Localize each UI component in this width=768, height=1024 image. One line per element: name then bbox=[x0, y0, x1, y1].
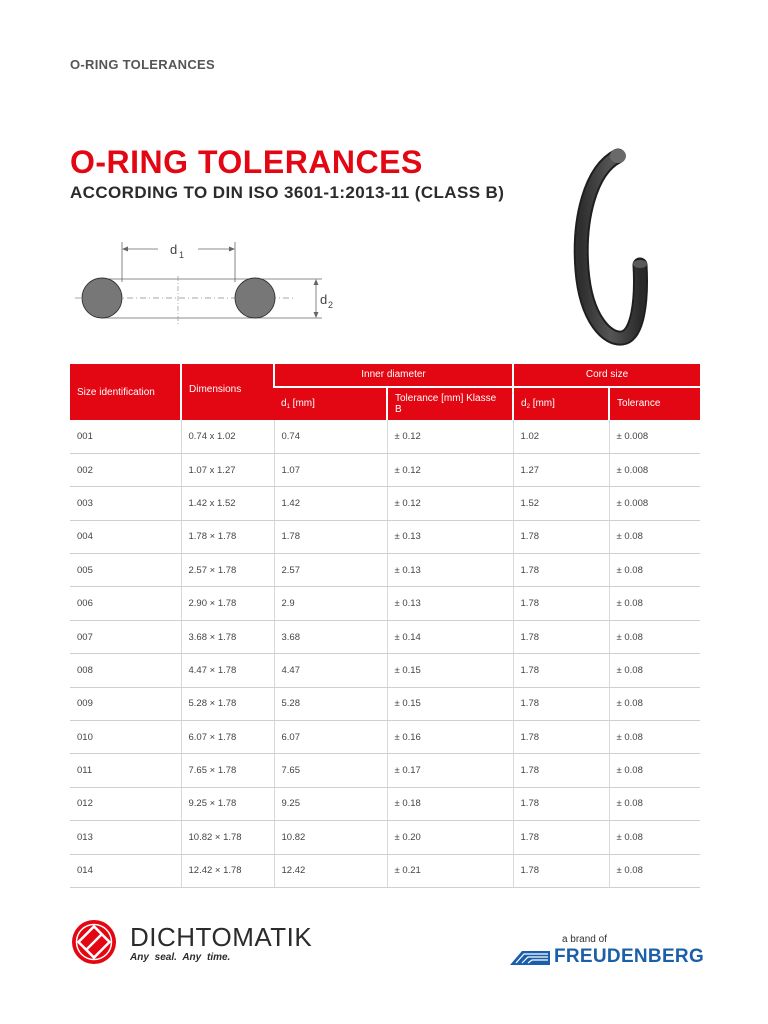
tolerance-table bbox=[70, 364, 700, 888]
table-cell: 002 bbox=[70, 453, 181, 486]
table-cell: 3.68 bbox=[274, 620, 387, 653]
table-cell: ± 0.13 bbox=[387, 554, 513, 587]
table-cell: 7.65 bbox=[274, 754, 387, 787]
table-cell: ± 0.08 bbox=[609, 787, 700, 820]
header-dimensions: Dimensions bbox=[181, 364, 274, 420]
table-row bbox=[70, 787, 700, 820]
d1-label: d bbox=[170, 242, 178, 257]
table-row bbox=[70, 587, 700, 620]
table-row bbox=[70, 620, 700, 653]
brand-tagline: Any seal. Any time. bbox=[130, 952, 231, 963]
table-cell: 2.57 × 1.78 bbox=[181, 554, 274, 587]
table-cell: ± 0.08 bbox=[609, 587, 700, 620]
header-group-inner-diameter: Inner diameter bbox=[274, 364, 513, 387]
table-cell: 1.78 bbox=[513, 620, 609, 653]
table-cell: 1.78 bbox=[513, 787, 609, 820]
table-cell: 0.74 bbox=[274, 420, 387, 453]
table-cell: 004 bbox=[70, 520, 181, 553]
table-cell: 011 bbox=[70, 754, 181, 787]
table-row bbox=[70, 520, 700, 553]
table-cell: 5.28 × 1.78 bbox=[181, 687, 274, 720]
table-cell: ± 0.16 bbox=[387, 721, 513, 754]
table-cell: 1.78 × 1.78 bbox=[181, 520, 274, 553]
table-row bbox=[70, 721, 700, 754]
tolerance-table-wrapper bbox=[70, 364, 700, 888]
table-cell: 1.07 x 1.27 bbox=[181, 453, 274, 486]
table-cell: ± 0.008 bbox=[609, 453, 700, 486]
table-row bbox=[70, 821, 700, 854]
table-cell: ± 0.14 bbox=[387, 620, 513, 653]
table-cell: ± 0.12 bbox=[387, 420, 513, 453]
header-tolerance-cord: Tolerance bbox=[609, 387, 700, 420]
d1-subscript: 1 bbox=[179, 250, 185, 260]
table-cell: 10.82 bbox=[274, 821, 387, 854]
table-cell: 008 bbox=[70, 654, 181, 687]
table-cell: ± 0.08 bbox=[609, 620, 700, 653]
table-row bbox=[70, 453, 700, 486]
table-cell: 014 bbox=[70, 854, 181, 887]
header-tolerance-inner: Tolerance [mm] Klasse B bbox=[387, 387, 513, 420]
table-row bbox=[70, 487, 700, 520]
table-cell: 4.47 bbox=[274, 654, 387, 687]
d2-label: d bbox=[320, 292, 328, 307]
table-cell: ± 0.20 bbox=[387, 821, 513, 854]
table-body bbox=[70, 420, 700, 887]
cross-section-left bbox=[82, 278, 122, 318]
table-cell: 1.27 bbox=[513, 453, 609, 486]
table-cell: 1.78 bbox=[513, 554, 609, 587]
table-cell: 12.42 bbox=[274, 854, 387, 887]
table-cell: 001 bbox=[70, 420, 181, 453]
table-cell: 1.52 bbox=[513, 487, 609, 520]
table-cell: 2.90 × 1.78 bbox=[181, 587, 274, 620]
freudenberg-mark-icon bbox=[508, 948, 552, 966]
parent-brand-name: FREUDENBERG bbox=[554, 946, 705, 967]
table-cell: 1.78 bbox=[513, 854, 609, 887]
oring-cross-section-diagram bbox=[70, 232, 350, 332]
cross-section-right bbox=[235, 278, 275, 318]
oring-illustration bbox=[560, 140, 670, 370]
table-cell: 1.78 bbox=[274, 520, 387, 553]
table-row bbox=[70, 554, 700, 587]
running-title: O-RING TOLERANCES bbox=[70, 57, 215, 72]
freudenberg-logo bbox=[508, 930, 703, 970]
table-cell: 1.42 x 1.52 bbox=[181, 487, 274, 520]
dichtomatik-logo bbox=[70, 918, 330, 968]
table-cell: 003 bbox=[70, 487, 181, 520]
table-cell: ± 0.08 bbox=[609, 754, 700, 787]
table-cell: ± 0.18 bbox=[387, 787, 513, 820]
table-cell: ± 0.08 bbox=[609, 520, 700, 553]
header-size-identification: Size identification bbox=[70, 364, 181, 420]
table-cell: ± 0.08 bbox=[609, 687, 700, 720]
header-group-cord-size: Cord size bbox=[513, 364, 700, 387]
page-title: O-RING TOLERANCES bbox=[70, 144, 423, 180]
table-cell: ± 0.008 bbox=[609, 420, 700, 453]
table-cell: ± 0.13 bbox=[387, 520, 513, 553]
table-cell: 1.42 bbox=[274, 487, 387, 520]
table-cell: 1.78 bbox=[513, 520, 609, 553]
table-row bbox=[70, 654, 700, 687]
table-cell: ± 0.008 bbox=[609, 487, 700, 520]
brand-name: DICHTOMATIK bbox=[130, 922, 313, 952]
table-cell: 010 bbox=[70, 721, 181, 754]
table-cell: 1.78 bbox=[513, 721, 609, 754]
table-cell: 12.42 × 1.78 bbox=[181, 854, 274, 887]
table-cell: ± 0.08 bbox=[609, 721, 700, 754]
dichtomatik-logo-icon bbox=[70, 918, 118, 966]
table-cell: 1.02 bbox=[513, 420, 609, 453]
table-cell: ± 0.15 bbox=[387, 654, 513, 687]
table-cell: ± 0.17 bbox=[387, 754, 513, 787]
table-cell: 1.07 bbox=[274, 453, 387, 486]
table-row bbox=[70, 687, 700, 720]
table-cell: 0.74 x 1.02 bbox=[181, 420, 274, 453]
table-cell: 1.78 bbox=[513, 821, 609, 854]
d2-subscript: 2 bbox=[328, 300, 334, 310]
table-cell: 7.65 × 1.78 bbox=[181, 754, 274, 787]
brand-of-label: a brand of bbox=[561, 934, 607, 945]
table-cell: 012 bbox=[70, 787, 181, 820]
table-cell: ± 0.12 bbox=[387, 487, 513, 520]
table-cell: 4.47 × 1.78 bbox=[181, 654, 274, 687]
table-cell: 9.25 × 1.78 bbox=[181, 787, 274, 820]
table-cell: 013 bbox=[70, 821, 181, 854]
table-cell: ± 0.15 bbox=[387, 687, 513, 720]
table-cell: 1.78 bbox=[513, 687, 609, 720]
page-subtitle: ACCORDING TO DIN ISO 3601-1:2013-11 (CLASS B) bbox=[70, 183, 505, 202]
table-cell: 009 bbox=[70, 687, 181, 720]
table-row bbox=[70, 754, 700, 787]
table-cell: 1.78 bbox=[513, 754, 609, 787]
table-cell: 1.78 bbox=[513, 654, 609, 687]
table-cell: 2.9 bbox=[274, 587, 387, 620]
table-cell: 1.78 bbox=[513, 587, 609, 620]
table-cell: ± 0.13 bbox=[387, 587, 513, 620]
table-cell: 007 bbox=[70, 620, 181, 653]
table-cell: ± 0.08 bbox=[609, 821, 700, 854]
table-cell: 9.25 bbox=[274, 787, 387, 820]
table-cell: ± 0.08 bbox=[609, 854, 700, 887]
table-cell: ± 0.08 bbox=[609, 554, 700, 587]
table-cell: 10.82 × 1.78 bbox=[181, 821, 274, 854]
table-cell: 006 bbox=[70, 587, 181, 620]
table-cell: ± 0.21 bbox=[387, 854, 513, 887]
table-cell: 6.07 bbox=[274, 721, 387, 754]
table-row bbox=[70, 854, 700, 887]
table-cell: ± 0.08 bbox=[609, 654, 700, 687]
table-row bbox=[70, 420, 700, 453]
header-d1: $d_1$ [mm] bbox=[274, 387, 387, 420]
table-cell: 6.07 × 1.78 bbox=[181, 721, 274, 754]
table-cell: ± 0.12 bbox=[387, 453, 513, 486]
table-cell: 005 bbox=[70, 554, 181, 587]
table-cell: 3.68 × 1.78 bbox=[181, 620, 274, 653]
header-d2: $d_2$ [mm] bbox=[513, 387, 609, 420]
table-cell: 2.57 bbox=[274, 554, 387, 587]
table-cell: 5.28 bbox=[274, 687, 387, 720]
